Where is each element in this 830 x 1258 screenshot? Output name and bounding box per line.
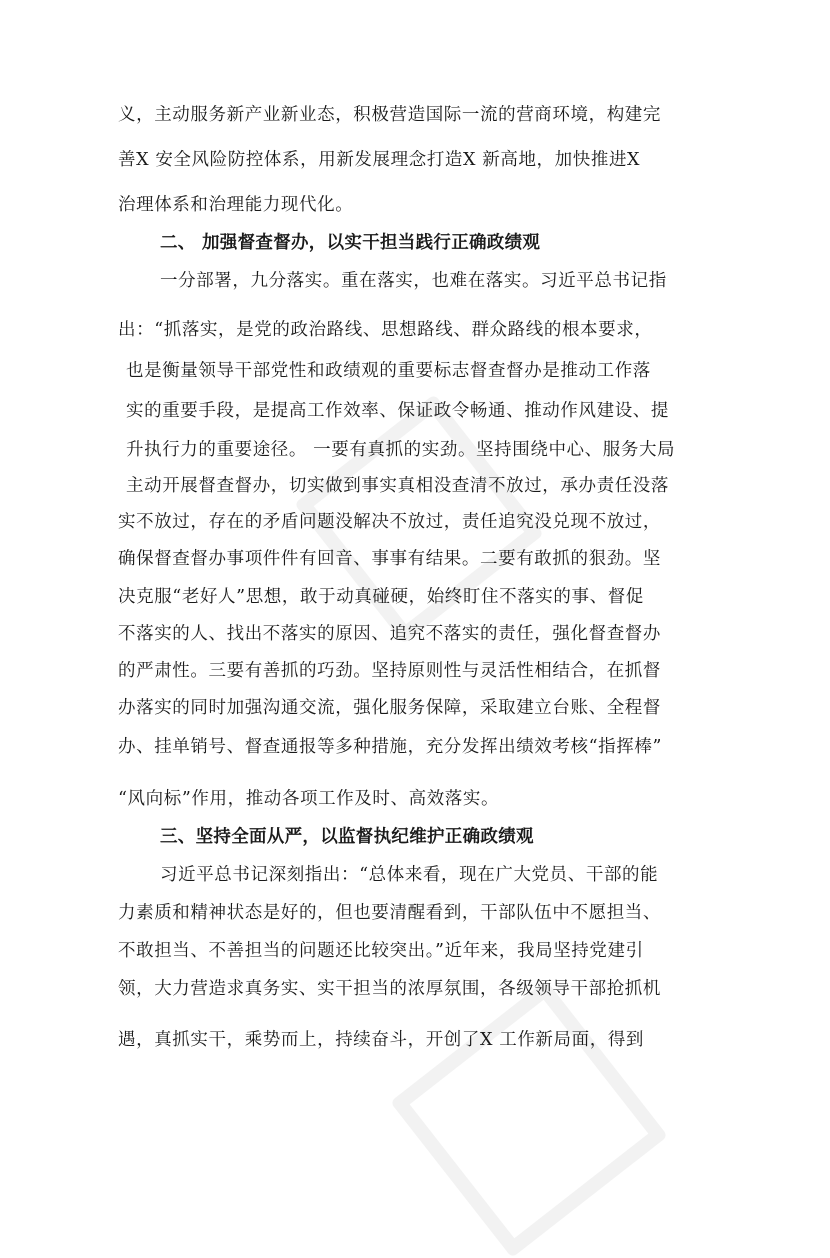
watermark-shape [390,980,668,1258]
body-line: 出：“抓落实，是党的政治路线、思想路线、群众路线的根本要求， [118,320,653,340]
body-line: 决克服“老好人”思想，敢于动真碰硬，始终盯住不落实的事、督促 [118,587,644,607]
body-line: 义，主动服务新产业新业态，积极营造国际一流的营商环境，构建完 [118,105,661,125]
section-heading: 二、 加强督查督办，以实干担当践行正确政绩观 [160,233,541,253]
body-line: 力素质和精神状态是好的，但也要清醒看到，干部队伍中不愿担当、 [118,903,661,923]
body-line: 不落实的人、找出不落实的原因、追究不落实的责任，强化督查督办 [118,624,661,644]
body-line: 实的重要手段，是提高工作效率、保证政令畅通、推动作风建设、提 [126,401,669,421]
body-line: 办、挂单销号、督查通报等多种措施，充分发挥出绩效考核“指挥棒” [118,737,662,757]
body-line: 确保督查督办事项件件有回音、事事有结果。二要有敢抓的狠劲。坚 [118,549,661,569]
body-line: 办落实的同时加强沟通交流，强化服务保障，采取建立台账、全程督 [118,698,661,718]
body-line: 习近平总书记深刻指出：“总体来看，现在广大党员、干部的能 [160,865,659,885]
body-line: 一分部署，九分落实。重在落实，也难在落实。习近平总书记指 [160,271,667,291]
body-line: 的严肃性。三要有善抓的巧劲。坚持原则性与灵活性相结合，在抓督 [118,661,661,681]
body-line: 遇，真抓实干，乘势而上，持续奋斗，开创了X 工作新局面，得到 [118,1030,645,1050]
body-line: 实不放过，存在的矛盾问题没解决不放过，责任追究没兑现不放过， [118,512,661,532]
body-line: 升执行力的重要途径。 一要有真抓的实劲。坚持围绕中心、服务大局 [126,440,676,460]
body-line: 领，大力营造求真务实、实干担当的浓厚氛围，各级领导干部抢抓机 [118,979,661,999]
body-line: 善X 安全风险防控体系，用新发展理念打造X 新高地，加快推进X [118,150,641,170]
body-line: 主动开展督查督办，切实做到事实真相没查清不放过，承办责任没落 [126,476,669,496]
section-heading: 三、坚持全面从严，以监督执纪维护正确政绩观 [160,827,534,847]
body-line: 不敢担当、不善担当的问题还比较突出。”近年来，我局坚持党建引 [118,941,644,961]
body-line: 也是衡量领导干部党性和政绩观的重要标志督查督办是推动工作落 [126,361,651,381]
body-line: 治理体系和治理能力现代化。 [118,195,354,215]
body-line: “风向标”作用，推动各项工作及时、高效落实。 [118,789,500,809]
